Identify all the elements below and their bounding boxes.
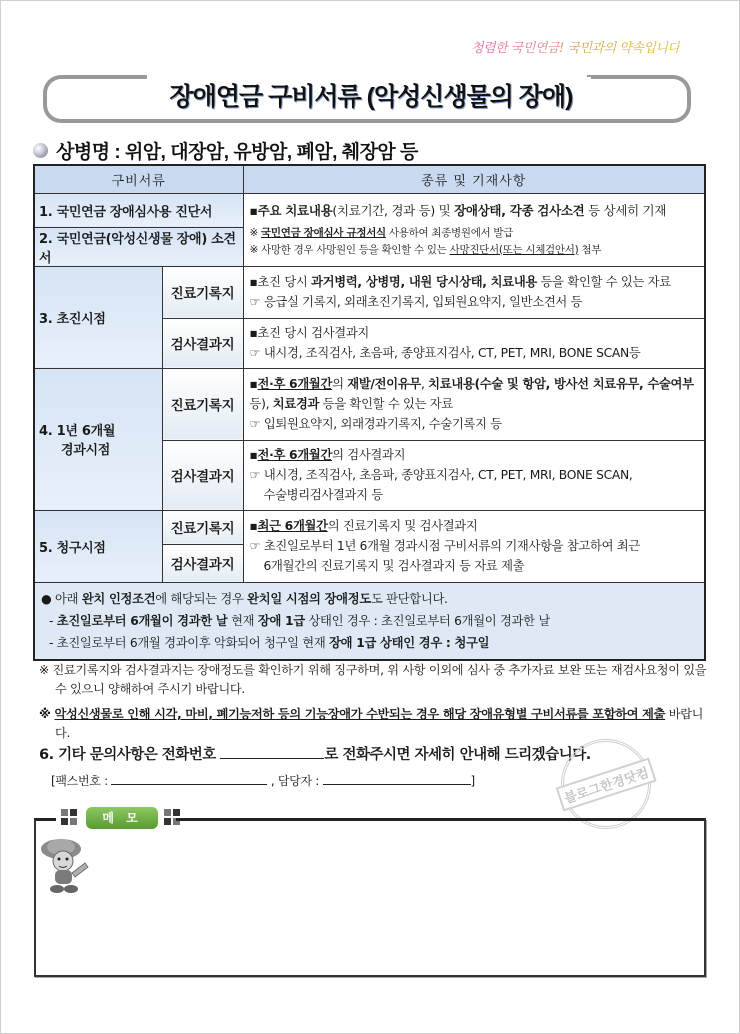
manager-blank[interactable]	[323, 771, 471, 785]
row5-label: 5. 청구시점	[34, 510, 162, 582]
slogan: 청렴한 국민연금! 국민과의 약속입니다	[471, 37, 680, 56]
table-row	[34, 510, 705, 544]
underlined-text: 사망진단서(또는 시체검안서)	[449, 243, 579, 256]
text: 첨부	[578, 243, 602, 256]
text: 초진 당시	[257, 275, 312, 289]
contact-line	[39, 743, 591, 764]
note-mark: ※	[39, 707, 55, 721]
example-text: 수술병리검사결과지 등	[263, 488, 383, 502]
text: 등을 확인할 수 있는 자료	[536, 275, 671, 289]
bullet-ball-icon	[33, 143, 48, 158]
row4-sub1: 진료기록지	[162, 368, 243, 440]
text: ※ 사망한 경우 사망원인 등을 확인할 수 있는	[249, 243, 450, 256]
bold-text: 치료내용(수술 및 항암, 방사선 치료유무, 수술여부	[428, 377, 694, 391]
fax-number-blank[interactable]	[111, 771, 267, 785]
bold-text: 완치일 시점의 장애정도	[247, 591, 371, 606]
footnote-1: ※ 진료기록지와 검사결과지는 장애정도를 확인하기 위해 징구하며, 위 사항 이외에 심사 중 추가자료 보완 또는 재검사요청이 있을 수 있으니 양해하여 주시기 바랍니다.	[39, 663, 707, 696]
text: (치료기간, 경과 등) 및	[332, 202, 455, 218]
text: 초진 당시 검사결과지	[257, 326, 369, 340]
row3-content2: ▪초진 당시 검사결과지 ☞ 내시경, 조직검사, 초음파, 종양표지검사, CT, PET, MRI, BONE SCAN등	[243, 318, 705, 368]
bold-text: 장애상태, 각종 검사소견	[454, 202, 585, 218]
disease-label: 상병명 : 위암, 대장암, 유방암, 폐암, 췌장암 등	[56, 142, 418, 163]
row4-content2: ▪전·후 6개월간의 검사결과지 ☞ 내시경, 조직검사, 초음파, 종양표지검사, CT, PET, MRI, BONE SCAN, 수술병리검사결과지 등	[243, 440, 705, 510]
row5-content: ▪최근 6개월간의 진료기록지 및 검사결과지 ☞ 초진일로부터 1년 6개월 경과시점 구비서류의 기재사항을 참고하여 최근 6개월간의 진료기록지 및 검사결과지 등 자료 제출	[243, 510, 705, 582]
bold-text: 주요 치료내용	[257, 202, 333, 218]
table-row	[34, 266, 705, 318]
row5-sub2: 검사결과지	[162, 544, 243, 582]
memo-box[interactable]	[34, 819, 706, 977]
underlined-bold-text: 전·후 6개월간	[257, 448, 333, 462]
footnote-2	[39, 705, 707, 743]
text: 등),	[249, 397, 273, 411]
bold-text: 치료경과	[272, 397, 320, 411]
completion-note	[34, 582, 705, 660]
phone-number-blank[interactable]	[220, 745, 324, 759]
row3-sub1: 진료기록지	[162, 266, 243, 318]
text: 바랍니다.	[55, 707, 704, 740]
bold-text: 초진일로부터 6개월이 경과한 날	[56, 613, 228, 628]
manager-label: , 담당자 :	[270, 774, 320, 788]
text: -	[49, 613, 57, 628]
text: 의	[332, 377, 348, 391]
text: 등 상세히 기재	[584, 202, 667, 218]
underlined-bold-text: 악성신생물로 인해 시각, 마비, 폐기능저하 등의 기능장애가 수반되는 경우 해당 장애유형별 구비서류를 포함하여 제출	[54, 707, 666, 721]
contact-text: 6. 기타 문의사항은 전화번호	[39, 747, 216, 763]
row3-label: 3. 초진시점	[34, 266, 162, 368]
table-header-row	[34, 165, 705, 193]
text: - 초진일로부터 6개월 경과이후 악화되어 청구일 현재	[49, 635, 330, 650]
table-row	[34, 193, 705, 227]
text: 현재	[227, 613, 258, 628]
note-mark: ※	[249, 226, 262, 239]
text: ,	[420, 377, 429, 391]
row4-label-line1: 4. 1년 6개월	[39, 424, 116, 439]
page-title: 장애연금 구비서류 (악성신생물의 장애)	[151, 77, 591, 113]
fax-label: [팩스번호 :	[51, 774, 108, 788]
header-details: 종류 및 기재사항	[243, 165, 705, 193]
row3-content1: ▪초진 당시 과거병력, 상병명, 내원 당시상태, 치료내용 등을 확인할 수 있는 자료 ☞ 응급실 기록지, 외래초진기록지, 입퇴원요약지, 일반소견서 등	[243, 266, 705, 318]
example-text: ☞ 응급실 기록지, 외래초진기록지, 입퇴원요약지, 일반소견서 등	[249, 295, 583, 309]
completion-note-row	[34, 582, 705, 660]
bold-text: 장애 1급 상태인 경우 : 청구일	[329, 635, 490, 650]
disease-heading	[33, 137, 418, 164]
text: 의 검사결과지	[332, 448, 406, 462]
bold-text: 완치 인정조건	[81, 591, 156, 606]
example-text: ☞ 초진일로부터 1년 6개월 경과시점 구비서류의 기재사항을 참고하여 최근	[249, 539, 640, 553]
row12-content: ▪주요 치료내용(치료기간, 경과 등) 및 장애상태, 각종 검사소견 등 상세히 기재 ※ 국민연금 장애심사 규정서식 사용하여 최종병원에서 발급 ※ 사망한 경우 사망원인 등을 확인할 수 있는 사망진단서(또는 시체검안서) 첨부	[243, 193, 705, 266]
example-text: 6개월간의 진료기록지 및 검사결과지 등 자료 제출	[263, 559, 525, 573]
row2-label: 2. 국민연금(악성신생물 장애) 소견서	[34, 227, 243, 266]
bracket: ]	[470, 774, 475, 788]
bold-text: 과거병력, 상병명, 내원 당시상태, 치료내용	[311, 275, 537, 289]
example-text: ☞ 내시경, 조직검사, 초음파, 종양표지검사, CT, PET, MRI, BONE SCAN,	[249, 468, 633, 482]
row5-sub1: 진료기록지	[162, 510, 243, 544]
text: 에 해당되는 경우	[155, 591, 248, 606]
watermark-text: 블로그한경닷컴	[556, 757, 657, 811]
text: 상태인 경우 : 초진일로부터 6개월이 경과한 날	[304, 613, 550, 628]
text: 사용하여 최종병원에서 발급	[385, 226, 514, 239]
row4-content1: ▪전·후 6개월간의 재발/전이유무, 치료내용(수술 및 항암, 방사선 치료유무, 수술여부 등), 치료경과 등을 확인할 수 있는 자료 ☞ 입퇴원요약지, 외래경과기록지, 수술기록지 등	[243, 368, 705, 440]
row1-label: 1. 국민연금 장애심사용 진단서	[34, 193, 243, 227]
header-documents: 구비서류	[34, 165, 243, 193]
row4-label	[34, 368, 162, 510]
memo-label: 메 모	[86, 807, 158, 829]
footnotes	[39, 661, 707, 749]
example-text: ☞ 내시경, 조직검사, 초음파, 종양표지검사, CT, PET, MRI, BONE SCAN등	[249, 346, 641, 360]
text: 의 진료기록지 및 검사결과지	[327, 519, 478, 533]
mascot-character-icon	[39, 837, 95, 895]
example-text: ☞ 입퇴원요약지, 외래경과기록지, 수술기록지 등	[249, 417, 502, 431]
text: 도 판단합니다.	[370, 591, 448, 606]
underlined-bold-text: 최근 6개월간	[257, 519, 328, 533]
row4-sub2: 검사결과지	[162, 440, 243, 510]
text: 등을 확인할 수 있는 자료	[319, 397, 453, 411]
row4-label-line2: 경과시점	[61, 443, 111, 458]
bold-text: 재발/전이유무	[347, 377, 421, 391]
bold-text: 장애 1급	[257, 613, 305, 628]
fax-line	[51, 771, 475, 789]
table-row	[34, 368, 705, 440]
row3-sub2: 검사결과지	[162, 318, 243, 368]
underlined-bold-text: 전·후 6개월간	[257, 377, 333, 391]
documents-table	[33, 164, 706, 661]
bold-text: 국민연금 장애심사 규정서식	[261, 226, 386, 239]
contact-text: 로 전화주시면 자세히 안내해 드리겠습니다.	[324, 747, 591, 763]
text: ● 아래	[41, 591, 82, 606]
